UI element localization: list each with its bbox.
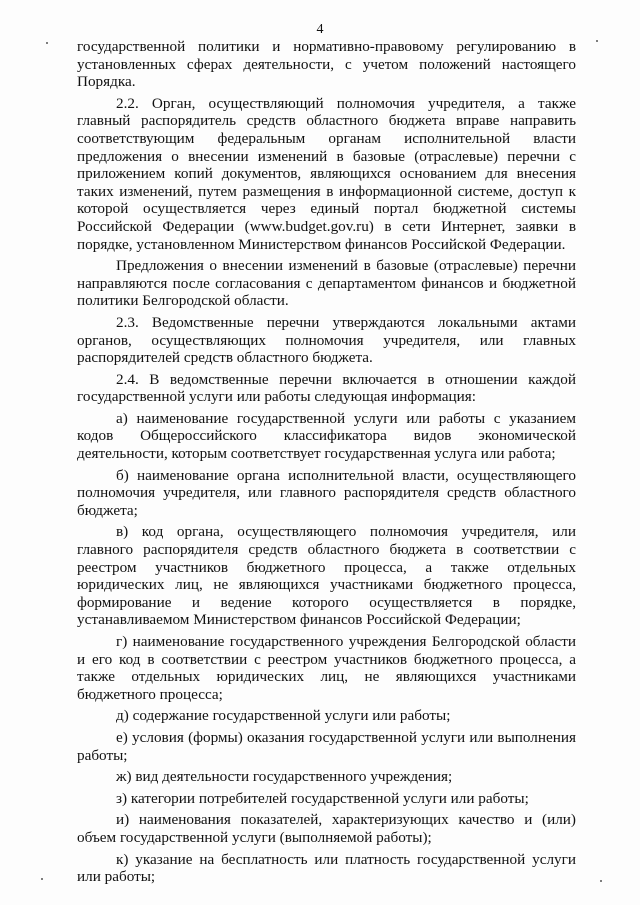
scan-speck bbox=[600, 880, 602, 882]
list-item-v: в) код органа, осуществляющего полномочия учредителя, или главного распорядителя средств областного бюджета в соответствии с реестром участников бюджетного процесса, а также отдельных юридических лиц, не являющихся участниками бюджетного процесса, формирование и ведение которого осуществляется в порядке, устанавливаемом Министерством финансов Российской Федерации; bbox=[77, 523, 576, 629]
list-item-d: д) содержание государственной услуги или работы; bbox=[116, 707, 451, 725]
scan-speck bbox=[41, 878, 43, 880]
paragraph-2-4: 2.4. В ведомственные перечни включается в отношении каждой государственной услуги или работы следующая информация: bbox=[77, 370, 576, 406]
paragraph-continuation: государственной политики и нормативно-правовому регулированию в установленных сферах деятельности, с учетом положений настоящего Порядка. bbox=[77, 38, 576, 91]
list-item-e: е) условия (формы) оказания государственной услуги или выполнения работы; bbox=[77, 728, 576, 764]
list-item-z: з) категории потребителей государственной услуги или работы; bbox=[116, 789, 529, 807]
list-item-k: к) указание на бесплатность или платность государственной услуги или работы; bbox=[77, 850, 576, 886]
list-item-g: г) наименование государственного учреждения Белгородской области и его код в соответствии с реестром участников бюджетного процесса, а также отдельных юридических лиц, не являющихся участниками бюджетного процесса; bbox=[77, 633, 576, 703]
document-body bbox=[77, 38, 576, 890]
scan-speck bbox=[46, 42, 48, 44]
paragraph-proposals: Предложения о внесении изменений в базовые (отраслевые) перечни направляются после согласования с департаментом финансов и бюджетной политики Белгородской области. bbox=[77, 257, 576, 310]
list-item-b: б) наименование органа исполнительной власти, осуществляющего полномочия учредителя, или главного распорядителя средств областного бюджета; bbox=[77, 466, 576, 519]
list-item-a: а) наименование государственной услуги или работы с указанием кодов Общероссийского классификатора видов экономической деятельности, которым соответствует государственная услуга или работа; bbox=[77, 409, 576, 463]
list-item-zh: ж) вид деятельности государственного учреждения; bbox=[116, 768, 453, 786]
list-item-i: и) наименования показателей, характеризующих качество и (или) объем государственной услуги (выполняемой работы); bbox=[77, 811, 576, 846]
scan-speck bbox=[596, 40, 598, 42]
page-number: 4 bbox=[316, 22, 324, 37]
paragraph-2-2: 2.2. Орган, осуществляющий полномочия учредителя, а также главный распорядитель средств областного бюджета вправе направить соответствующим федеральным органам исполнительной власти предложения о внесении изменений в базовые (отраслевые) перечни с приложением копий документов, являющихся основанием для внесения таких изменений, путем размещения в информационной системе, доступ к которой осуществляется через единый портал бюджетной системы Российской Федерации (www.budget.gov.ru) в сети Интернет, заявки в порядке, установленном Министерством финансов Российской Федерации. bbox=[77, 94, 576, 253]
paragraph-2-3: 2.3. Ведомственные перечни утверждаются локальными актами органов, осуществляющих полномочия учредителя, или главных распорядителей средств областного бюджета. bbox=[77, 313, 576, 367]
